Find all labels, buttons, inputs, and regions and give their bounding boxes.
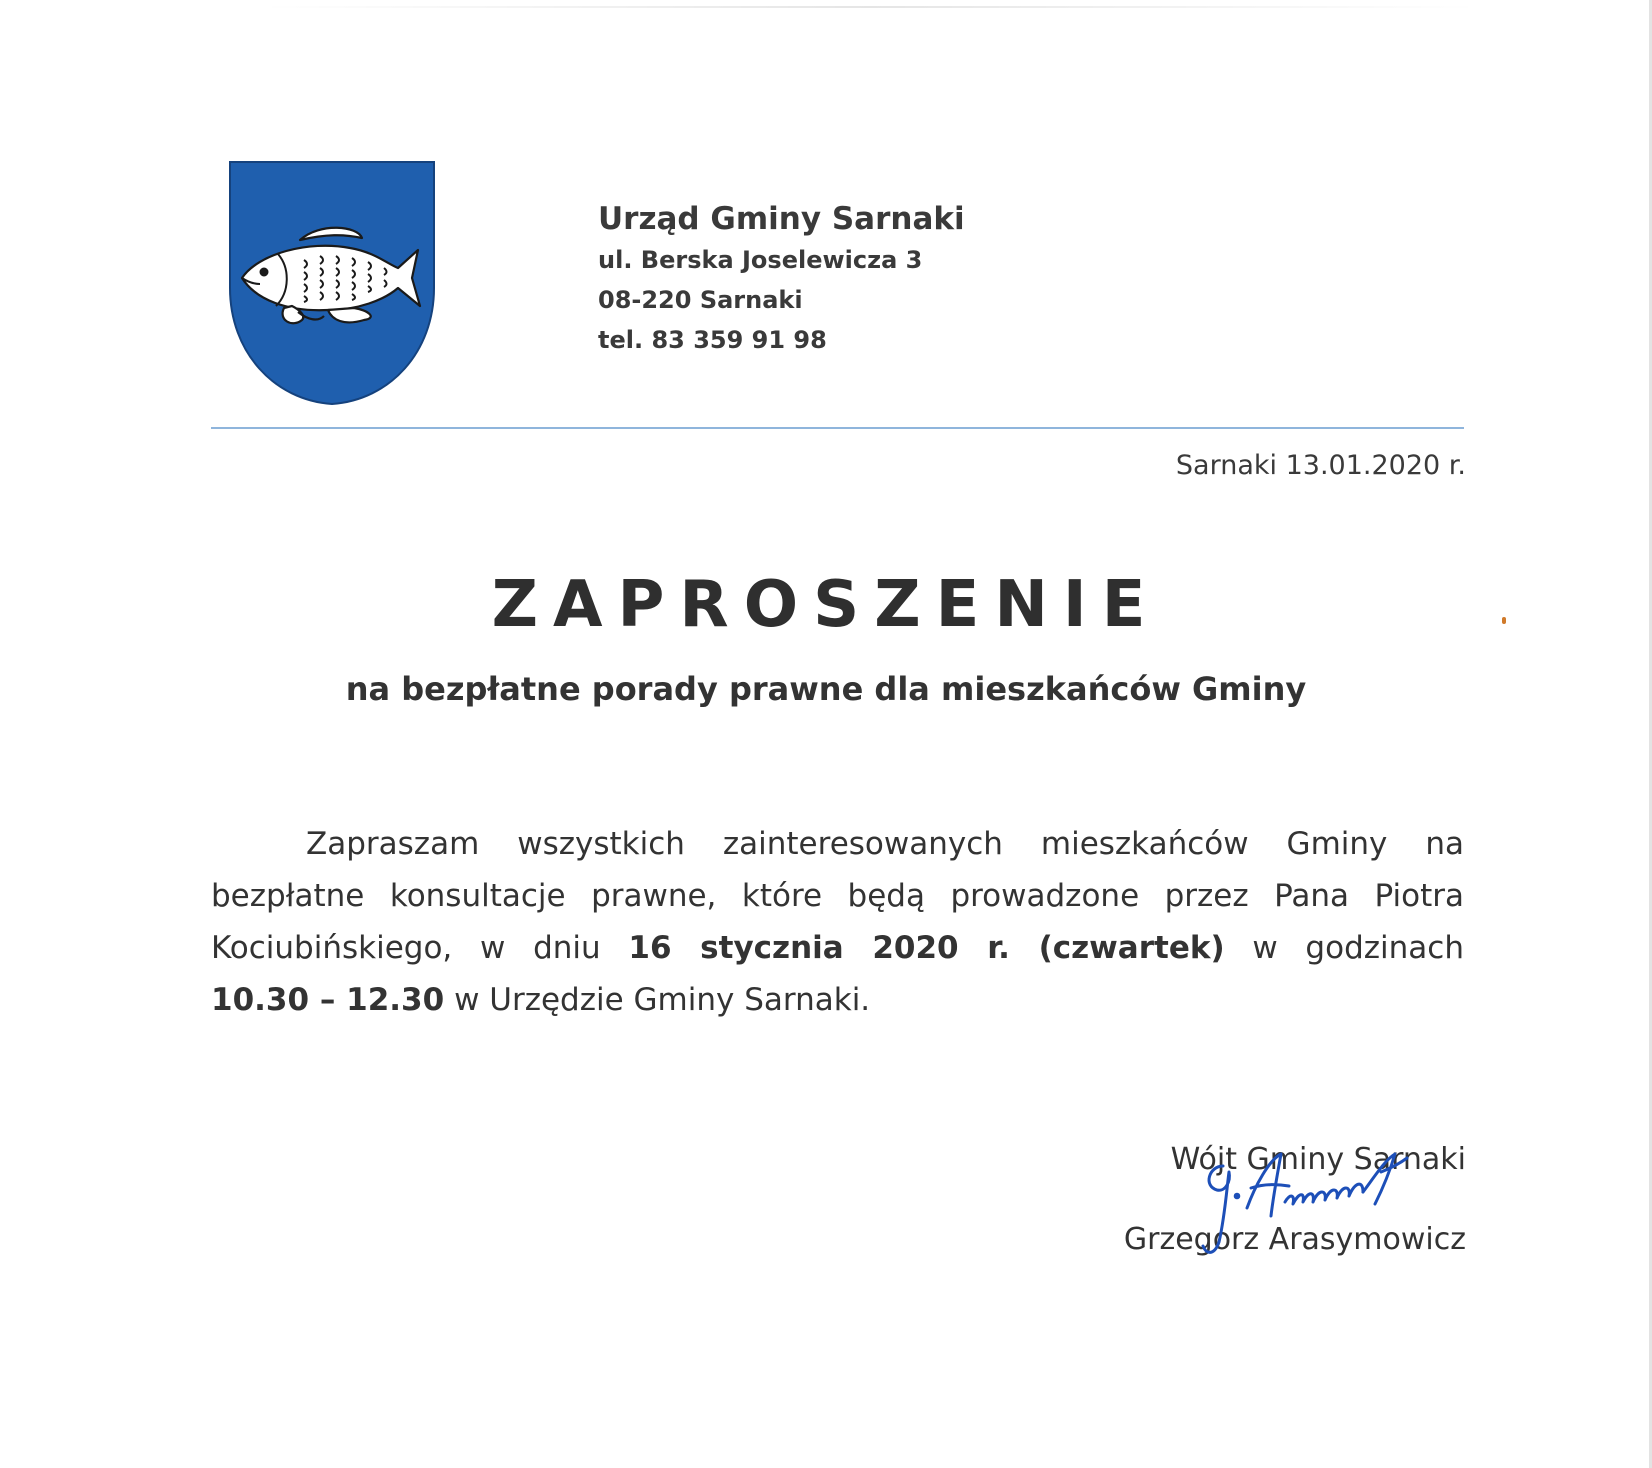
body-line-1	[211, 818, 1464, 870]
header-divider	[211, 427, 1464, 429]
signature-block	[1124, 1120, 1466, 1280]
office-street-address: ul. Berska Joselewicza 3	[598, 246, 923, 274]
body-line-2: bezpłatne konsultacje prawne, które będą prowadzone przez Pana Piotra	[211, 878, 1464, 914]
invitation-body	[211, 818, 1464, 1026]
document-date: Sarnaki 13.01.2020 r.	[1175, 450, 1466, 481]
scan-edge-top	[260, 6, 1480, 8]
body-line-4-end: w Urzędzie Gminy Sarnaki.	[454, 982, 871, 1018]
body-line-3-start: Kociubińskiego, w dniu	[211, 930, 601, 966]
office-header	[598, 196, 965, 360]
signatory-name: Grzegorz Arasymowicz	[1123, 1222, 1466, 1257]
meeting-date: 16 stycznia 2020 r. (czwartek)	[628, 930, 1225, 966]
office-name: Urząd Gminy Sarnaki	[598, 201, 965, 237]
document-subtitle: na bezpłatne porady prawne dla mieszkańców Gminy	[345, 670, 1307, 708]
office-postal-address: 08-220 Sarnaki	[598, 286, 803, 314]
signatory-position: Wójt Gminy Sarnaki	[1170, 1142, 1466, 1177]
body-line-4	[211, 974, 1464, 1026]
office-phone: tel. 83 359 91 98	[598, 326, 827, 354]
meeting-hours: 10.30 – 12.30	[211, 982, 445, 1018]
scan-speck	[1502, 617, 1506, 624]
body-line-1-text: Zapraszam wszystkich zainteresowanych mieszkańców Gminy na	[306, 826, 1464, 862]
fish-coat-of-arms-icon	[228, 160, 436, 406]
document-title: ZAPROSZENIE	[491, 568, 1161, 642]
body-line-3	[211, 922, 1464, 974]
body-line-3-end: w godzinach	[1252, 930, 1464, 966]
